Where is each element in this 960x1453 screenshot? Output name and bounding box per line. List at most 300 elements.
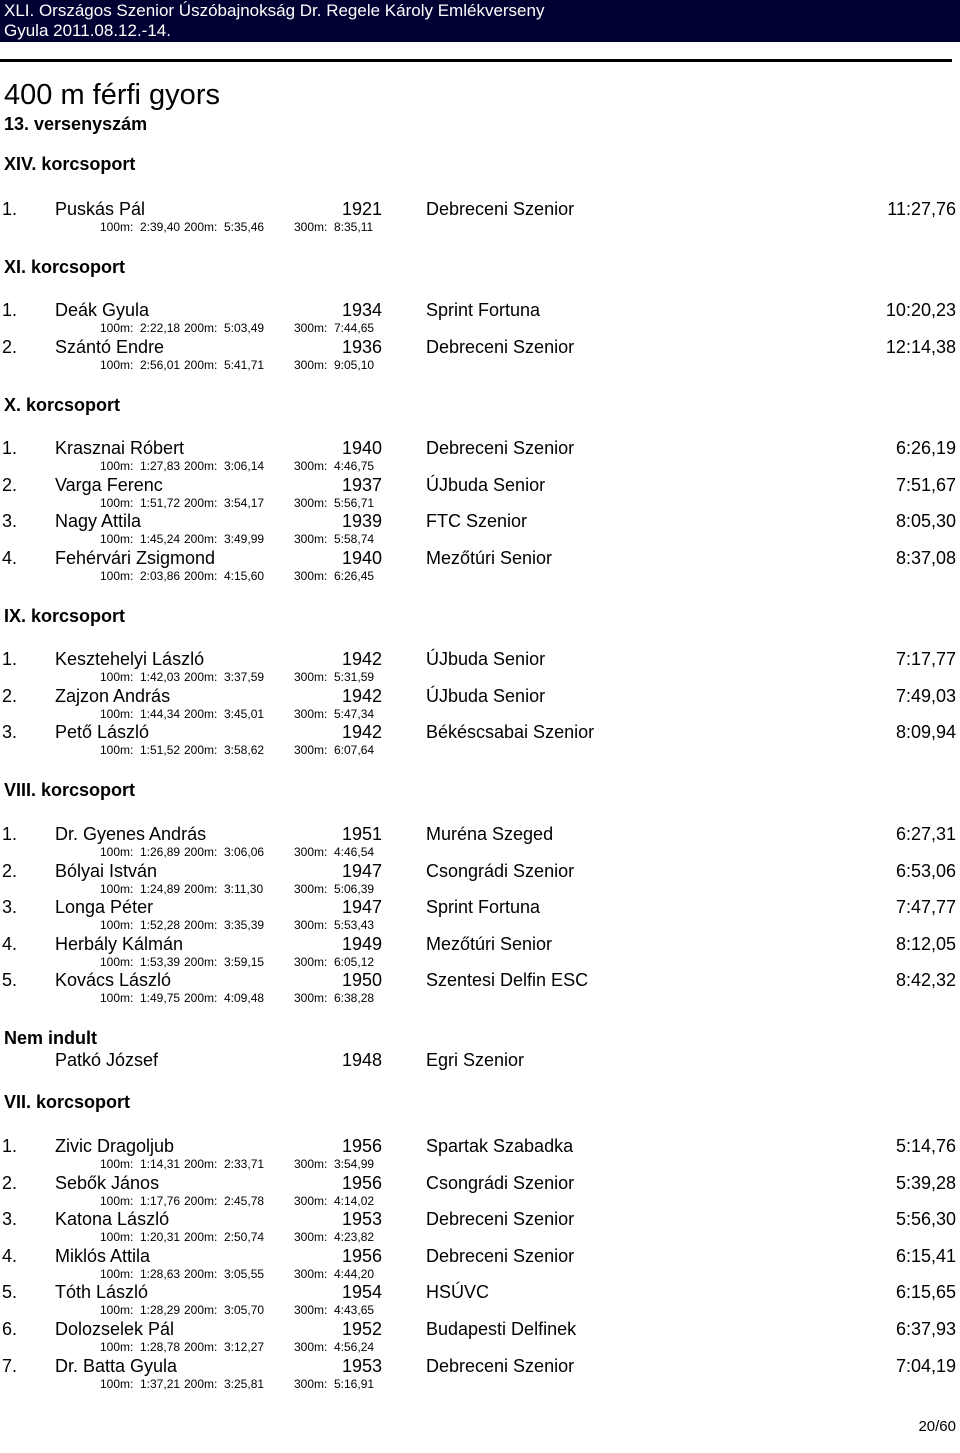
- club-name: Csongrádi Szenior: [426, 1172, 575, 1193]
- result-rank: 3.: [2, 1209, 18, 1230]
- split-value: 4:44,20: [334, 1266, 375, 1281]
- split-100: [100, 569, 180, 583]
- result-rank: 1.: [2, 649, 18, 669]
- group-title: VII. korcsoport: [4, 1092, 131, 1112]
- split-300: [294, 707, 374, 721]
- swimmer-name: Patkó József: [55, 1050, 159, 1070]
- split-value: 2:22,18: [140, 321, 181, 335]
- final-time: 8:05,30: [895, 511, 956, 532]
- club-name: Debreceni Szenior: [426, 336, 575, 357]
- split-value: 6:07,64: [334, 743, 375, 758]
- split-100: [100, 1267, 180, 1281]
- split-100: [100, 918, 180, 932]
- split-value: 2:56,01: [140, 357, 181, 372]
- birth-year: 1949: [341, 933, 382, 954]
- result-rank: 2.: [2, 474, 18, 495]
- split-100: [100, 358, 180, 372]
- split-label: 300m:: [294, 706, 328, 721]
- split-value: 3:54,17: [224, 495, 265, 510]
- group-title: Nem indult: [4, 1028, 97, 1048]
- split-label: 100m:: [100, 495, 134, 510]
- split-label: 200m:: [184, 321, 218, 335]
- split-label: 200m:: [184, 991, 218, 1006]
- birth-year: 1954: [341, 1282, 382, 1303]
- result-rank: 2.: [2, 685, 18, 706]
- split-value: 5:06,39: [334, 881, 375, 896]
- header-band: [0, 0, 960, 42]
- split-300: [294, 321, 374, 335]
- split-100: [100, 955, 180, 969]
- split-label: 300m:: [294, 321, 328, 335]
- split-label: 300m:: [294, 1230, 328, 1245]
- result-rank: 4.: [2, 933, 18, 954]
- swimmer-name: Varga Ferenc: [55, 474, 163, 495]
- final-time: 6:15,65: [895, 1282, 956, 1303]
- swimmer-name: Miklós Attila: [55, 1245, 151, 1266]
- birth-year: 1942: [341, 685, 382, 706]
- split-label: 100m:: [100, 1303, 134, 1318]
- swimmer-name: Szántó Endre: [55, 336, 165, 357]
- split-value: 3:35,39: [224, 918, 265, 933]
- club-name: Debreceni Szenior: [426, 1245, 575, 1266]
- split-value: 1:37,21: [140, 1376, 181, 1391]
- split-200: [184, 1230, 264, 1244]
- split-label: 300m:: [294, 991, 328, 1006]
- header-title: XLI. Országos Szenior Úszóbajnokság Dr. Regele Károly Emlékverseny: [4, 1, 545, 20]
- club-name: Békéscsabai Szenior: [426, 722, 595, 743]
- birth-year: 1942: [341, 649, 382, 669]
- split-300: [294, 496, 374, 510]
- final-time: 8:37,08: [895, 547, 956, 568]
- split-300: [294, 220, 373, 234]
- split-label: 300m:: [294, 670, 328, 684]
- result-row: [0, 861, 960, 899]
- split-value: 5:35,46: [224, 220, 265, 234]
- result-rank: 2.: [2, 860, 18, 881]
- split-value: 1:52,28: [140, 918, 181, 933]
- split-label: 100m:: [100, 220, 134, 234]
- swimmer-name: Sebők János: [55, 1172, 160, 1193]
- split-label: 200m:: [184, 918, 218, 933]
- split-label: 300m:: [294, 357, 328, 372]
- final-time: 11:27,76: [887, 199, 956, 219]
- split-200: [184, 569, 264, 583]
- split-200: [184, 358, 264, 372]
- split-200: [184, 918, 264, 932]
- split-label: 300m:: [294, 881, 328, 896]
- swimmer-name: Bólyai István: [55, 860, 158, 881]
- split-label: 200m:: [184, 220, 218, 234]
- page-number: 20/60: [918, 1418, 956, 1435]
- split-value: 6:26,45: [334, 568, 375, 583]
- split-label: 200m:: [184, 670, 218, 684]
- split-300: [294, 1194, 374, 1208]
- split-label: 200m:: [184, 495, 218, 510]
- split-100: [100, 707, 180, 721]
- split-label: 200m:: [184, 881, 218, 896]
- result-row: [0, 1050, 960, 1088]
- split-100: [100, 991, 180, 1005]
- split-value: 1:42,03: [140, 670, 181, 684]
- result-rank: 2.: [2, 336, 18, 357]
- birth-year: 1937: [341, 474, 382, 495]
- split-label: 100m:: [100, 1157, 134, 1171]
- split-300: [294, 743, 374, 757]
- split-200: [184, 882, 263, 896]
- result-row: [0, 300, 960, 338]
- split-value: 1:27,83: [140, 459, 181, 473]
- final-time: 12:14,38: [885, 336, 956, 357]
- split-value: 1:14,31: [140, 1157, 181, 1171]
- split-300: [294, 991, 374, 1005]
- final-time: 6:53,06: [895, 860, 956, 881]
- split-label: 300m:: [294, 220, 328, 234]
- swimmer-name: Kesztehelyi László: [55, 649, 205, 669]
- split-label: 200m:: [184, 1266, 218, 1281]
- swimmer-name: Tóth László: [55, 1282, 149, 1303]
- club-name: ÚJbuda Senior: [426, 685, 546, 706]
- split-value: 9:05,10: [334, 357, 375, 372]
- split-100: [100, 321, 180, 335]
- split-200: [184, 1303, 264, 1317]
- split-label: 200m:: [184, 706, 218, 721]
- split-value: 1:20,31: [140, 1230, 181, 1245]
- result-row: [0, 1136, 960, 1174]
- split-value: 4:46,75: [334, 459, 375, 473]
- swimmer-name: Longa Péter: [55, 897, 154, 918]
- split-100: [100, 220, 180, 234]
- split-value: 3:49,99: [224, 532, 265, 547]
- result-rank: 6.: [2, 1319, 18, 1339]
- split-100: [100, 1157, 180, 1171]
- split-value: 2:33,71: [224, 1157, 265, 1171]
- split-100: [100, 845, 180, 859]
- split-value: 3:45,01: [224, 706, 265, 721]
- split-100: [100, 1303, 180, 1317]
- birth-year: 1939: [341, 511, 382, 532]
- split-200: [184, 991, 264, 1005]
- final-time: 7:47,77: [895, 897, 956, 918]
- split-200: [184, 743, 264, 757]
- result-row: [0, 824, 960, 862]
- final-time: 7:51,67: [895, 474, 956, 495]
- result-rank: 3.: [2, 722, 18, 743]
- split-label: 200m:: [184, 1376, 218, 1391]
- swimmer-name: Kovács László: [55, 970, 172, 991]
- header-subtitle: Gyula 2011.08.12.-14.: [4, 21, 171, 40]
- club-name: Mezőtúri Senior: [426, 933, 553, 954]
- split-label: 100m:: [100, 706, 134, 721]
- split-value: 3:25,81: [224, 1376, 265, 1391]
- final-time: 7:49,03: [895, 685, 956, 706]
- event-number: 13. versenyszám: [4, 114, 148, 134]
- final-time: 6:26,19: [895, 438, 956, 458]
- club-name: Szentesi Delfin ESC: [426, 970, 589, 991]
- result-row: [0, 1319, 960, 1357]
- split-label: 100m:: [100, 532, 134, 547]
- result-rank: 4.: [2, 1245, 18, 1266]
- split-100: [100, 743, 180, 757]
- split-300: [294, 532, 374, 546]
- result-row: [0, 1246, 960, 1284]
- birth-year: 1942: [341, 722, 382, 743]
- group-title: X. korcsoport: [4, 395, 121, 415]
- split-label: 300m:: [294, 918, 328, 933]
- split-value: 1:24,89: [140, 881, 181, 896]
- club-name: Budapesti Delfinek: [426, 1319, 577, 1339]
- split-label: 100m:: [100, 670, 134, 684]
- split-value: 4:43,65: [334, 1303, 375, 1318]
- split-value: 3:06,06: [224, 845, 265, 859]
- birth-year: 1950: [341, 970, 382, 991]
- club-name: Debreceni Szenior: [426, 199, 575, 219]
- birth-year: 1952: [341, 1319, 382, 1339]
- split-value: 1:51,52: [140, 743, 181, 758]
- split-300: [294, 1157, 374, 1171]
- split-200: [184, 220, 264, 234]
- result-row: [0, 199, 960, 237]
- split-value: 3:59,15: [224, 954, 265, 969]
- split-value: 2:03,86: [140, 568, 181, 583]
- club-name: Debreceni Szenior: [426, 438, 575, 458]
- split-300: [294, 1303, 374, 1317]
- result-rank: 5.: [2, 970, 18, 991]
- final-time: 5:56,30: [895, 1209, 956, 1230]
- birth-year: 1940: [341, 547, 382, 568]
- split-label: 300m:: [294, 532, 328, 547]
- split-label: 200m:: [184, 743, 218, 758]
- split-label: 100m:: [100, 1266, 134, 1281]
- birth-year: 1921: [341, 199, 382, 219]
- split-200: [184, 321, 264, 335]
- split-200: [184, 532, 264, 546]
- result-row: [0, 475, 960, 513]
- split-200: [184, 1377, 264, 1391]
- split-300: [294, 955, 374, 969]
- swimmer-name: Dr. Batta Gyula: [55, 1355, 178, 1376]
- split-label: 200m:: [184, 459, 218, 473]
- birth-year: 1956: [341, 1245, 382, 1266]
- result-rank: 1.: [2, 300, 18, 320]
- split-label: 300m:: [294, 495, 328, 510]
- split-200: [184, 1157, 264, 1171]
- split-300: [294, 918, 374, 932]
- split-value: 5:58,74: [334, 532, 375, 547]
- split-label: 200m:: [184, 954, 218, 969]
- split-value: 3:06,14: [224, 459, 265, 473]
- swimmer-name: Krasznai Róbert: [55, 438, 185, 458]
- swimmer-name: Pető László: [55, 722, 150, 743]
- result-row: [0, 337, 960, 375]
- split-value: 1:26,89: [140, 845, 181, 859]
- split-value: 6:05,12: [334, 954, 375, 969]
- split-value: 4:23,82: [334, 1230, 375, 1245]
- club-name: Csongrádi Szenior: [426, 860, 575, 881]
- split-value: 5:03,49: [224, 321, 265, 335]
- split-label: 100m:: [100, 357, 134, 372]
- result-row: [0, 722, 960, 760]
- split-label: 100m:: [100, 1230, 134, 1245]
- result-rank: 2.: [2, 1172, 18, 1193]
- split-200: [184, 1267, 264, 1281]
- split-value: 6:38,28: [334, 991, 375, 1006]
- split-label: 100m:: [100, 991, 134, 1006]
- split-value: 5:47,34: [334, 706, 375, 721]
- final-time: 8:09,94: [895, 722, 956, 743]
- result-row: [0, 1356, 960, 1394]
- split-value: 1:49,75: [140, 991, 181, 1006]
- birth-year: 1956: [341, 1172, 382, 1193]
- birth-year: 1947: [341, 860, 382, 881]
- split-value: 4:14,02: [334, 1193, 375, 1208]
- split-value: 3:11,30: [224, 881, 264, 896]
- split-value: 4:15,60: [224, 568, 265, 583]
- swimmer-name: Dr. Gyenes András: [55, 824, 207, 844]
- club-name: Mezőtúri Senior: [426, 547, 553, 568]
- split-300: [294, 1230, 374, 1244]
- split-200: [184, 955, 264, 969]
- split-200: [184, 496, 264, 510]
- swimmer-name: Puskás Pál: [55, 199, 146, 219]
- group-title: IX. korcsoport: [4, 606, 126, 626]
- birth-year: 1940: [341, 438, 382, 458]
- split-value: 3:37,59: [224, 670, 265, 684]
- split-value: 1:53,39: [140, 954, 181, 969]
- split-200: [184, 459, 264, 473]
- split-label: 200m:: [184, 1193, 218, 1208]
- split-value: 2:45,78: [224, 1193, 265, 1208]
- split-label: 200m:: [184, 357, 218, 372]
- birth-year: 1948: [341, 1050, 382, 1070]
- split-label: 300m:: [294, 1340, 328, 1354]
- split-100: [100, 670, 180, 684]
- split-label: 300m:: [294, 459, 328, 473]
- split-value: 3:05,70: [224, 1303, 265, 1318]
- final-time: 6:37,93: [895, 1319, 956, 1339]
- split-value: 1:28,29: [140, 1303, 181, 1318]
- result-row: [0, 1282, 960, 1320]
- club-name: Egri Szenior: [426, 1050, 525, 1070]
- split-value: 4:46,54: [334, 845, 375, 859]
- split-100: [100, 1194, 180, 1208]
- split-200: [184, 707, 264, 721]
- split-value: 5:41,71: [224, 357, 265, 372]
- club-name: FTC Szenior: [426, 511, 528, 532]
- result-row: [0, 511, 960, 549]
- split-label: 200m:: [184, 1157, 218, 1171]
- final-time: 5:14,76: [895, 1136, 956, 1156]
- split-value: 5:56,71: [334, 495, 375, 510]
- split-label: 100m:: [100, 881, 134, 896]
- split-300: [294, 1267, 374, 1281]
- split-label: 300m:: [294, 568, 328, 583]
- split-200: [184, 1340, 264, 1354]
- split-value: 3:54,99: [334, 1157, 375, 1171]
- split-value: 1:28,78: [140, 1340, 181, 1354]
- split-value: 8:35,11: [334, 220, 374, 234]
- split-label: 300m:: [294, 1376, 328, 1391]
- result-rank: 7.: [2, 1355, 18, 1376]
- result-row: [0, 438, 960, 476]
- split-value: 4:56,24: [334, 1340, 375, 1354]
- split-label: 300m:: [294, 1157, 328, 1171]
- split-label: 100m:: [100, 918, 134, 933]
- split-100: [100, 1230, 180, 1244]
- split-200: [184, 670, 264, 684]
- club-name: Debreceni Szenior: [426, 1355, 575, 1376]
- swimmer-name: Dolozselek Pál: [55, 1319, 175, 1339]
- split-label: 200m:: [184, 568, 218, 583]
- split-value: 3:12,27: [224, 1340, 265, 1354]
- swimmer-name: Nagy Attila: [55, 511, 142, 532]
- split-label: 100m:: [100, 1340, 134, 1354]
- final-time: 8:42,32: [895, 970, 956, 991]
- split-value: 1:51,72: [140, 495, 181, 510]
- swimmer-name: Zivic Dragoljub: [55, 1136, 175, 1156]
- split-label: 100m:: [100, 1193, 134, 1208]
- split-label: 300m:: [294, 1193, 328, 1208]
- club-name: Sprint Fortuna: [426, 300, 541, 320]
- split-100: [100, 1377, 180, 1391]
- final-time: 5:39,28: [895, 1172, 956, 1193]
- result-rank: 1.: [2, 824, 18, 844]
- split-300: [294, 1377, 374, 1391]
- split-label: 100m:: [100, 459, 134, 473]
- result-row: [0, 1209, 960, 1247]
- birth-year: 1951: [341, 824, 382, 844]
- result-row: [0, 970, 960, 1008]
- split-label: 300m:: [294, 954, 328, 969]
- split-value: 4:09,48: [224, 991, 265, 1006]
- final-time: 10:20,23: [885, 300, 956, 320]
- split-value: 2:50,74: [224, 1230, 265, 1245]
- club-name: Muréna Szeged: [426, 824, 554, 844]
- result-row: [0, 686, 960, 724]
- result-rank: 3.: [2, 897, 18, 918]
- split-label: 200m:: [184, 532, 218, 547]
- final-time: 6:15,41: [895, 1245, 956, 1266]
- split-label: 200m:: [184, 845, 218, 859]
- event-title: 400 m férfi gyors: [4, 79, 220, 111]
- split-100: [100, 882, 180, 896]
- split-value: 1:44,34: [140, 706, 181, 721]
- birth-year: 1956: [341, 1136, 382, 1156]
- birth-year: 1953: [341, 1209, 382, 1230]
- split-300: [294, 1340, 374, 1354]
- split-label: 100m:: [100, 954, 134, 969]
- result-rank: 4.: [2, 547, 18, 568]
- split-300: [294, 358, 374, 372]
- split-value: 1:28,63: [140, 1266, 181, 1281]
- split-300: [294, 459, 374, 473]
- result-row: [0, 649, 960, 687]
- split-label: 200m:: [184, 1230, 218, 1245]
- split-100: [100, 496, 180, 510]
- club-name: ÚJbuda Senior: [426, 474, 546, 495]
- final-time: 6:27,31: [895, 824, 956, 844]
- group-title: VIII. korcsoport: [4, 780, 136, 800]
- swimmer-name: Fehérvári Zsigmond: [55, 547, 216, 568]
- birth-year: 1953: [341, 1355, 382, 1376]
- split-label: 300m:: [294, 743, 328, 758]
- split-100: [100, 1340, 180, 1354]
- result-row: [0, 897, 960, 935]
- club-name: Debreceni Szenior: [426, 1209, 575, 1230]
- split-value: 7:44,65: [334, 321, 375, 335]
- split-value: 1:17,76: [140, 1193, 181, 1208]
- split-value: 3:05,55: [224, 1266, 265, 1281]
- split-value: 5:16,91: [334, 1376, 375, 1391]
